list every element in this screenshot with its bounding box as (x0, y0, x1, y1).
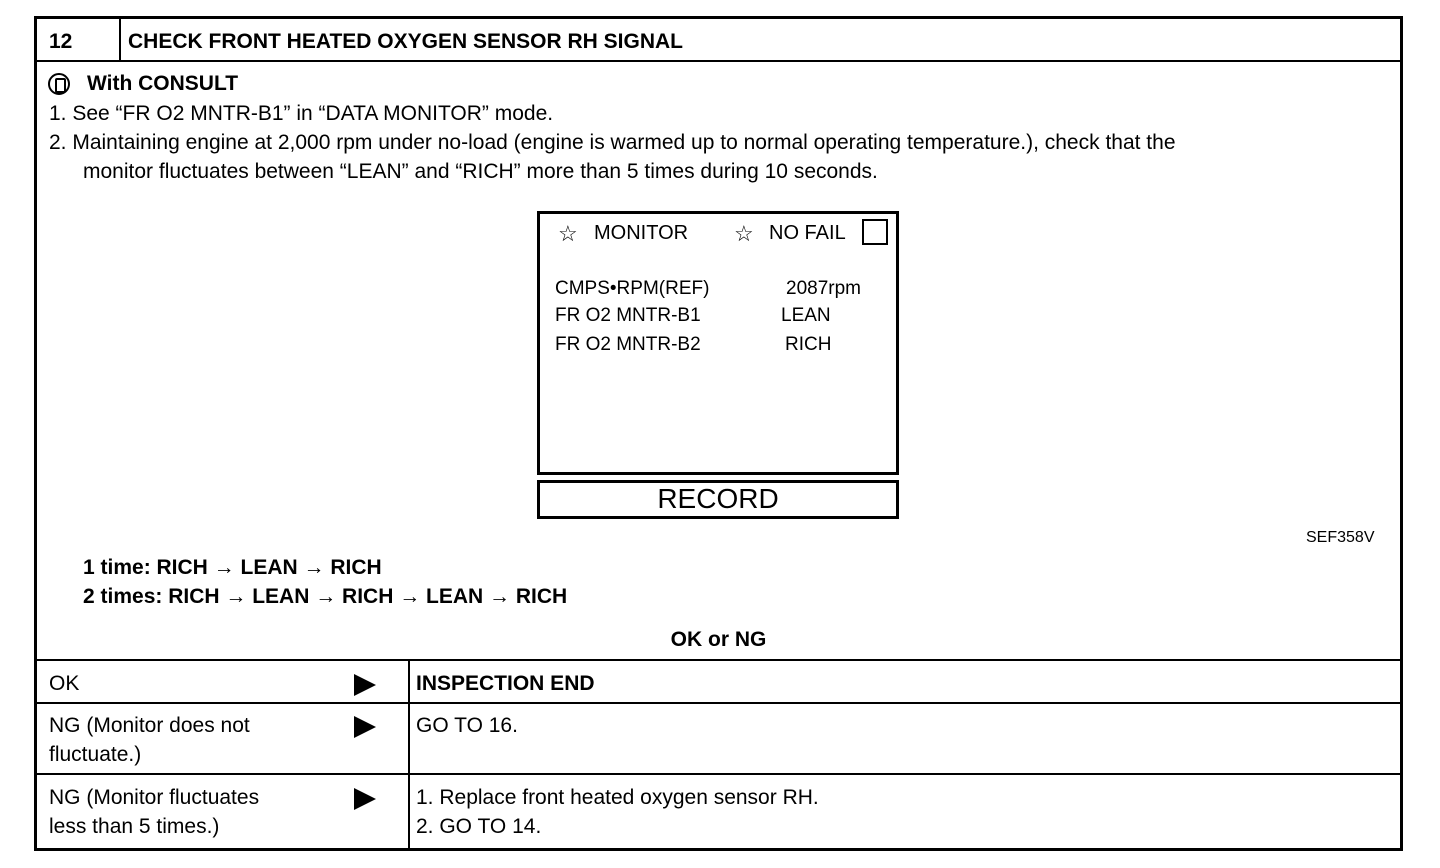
record-label: RECORD (657, 483, 779, 514)
no-fail-checkbox (862, 219, 888, 245)
procedure-step-2-cont: monitor fluctuates between “LEAN” and “RICH” more than 5 times during 10 seconds. (83, 160, 878, 183)
header-bottom-rule (37, 60, 1400, 62)
monitor-item-1: CMPS•RPM(REF) (555, 278, 710, 299)
figure-code: SEF358V (1306, 529, 1375, 546)
result-condition-ok: OK (49, 672, 80, 695)
result-condition-ng-1-cont: fluctuate.) (49, 743, 142, 766)
step-title: CHECK FRONT HEATED OXYGEN SENSOR RH SIGNAL (128, 30, 683, 53)
step-number: 12 (49, 30, 73, 53)
cycle-2-times: 2 times: RICH → LEAN → RICH → LEAN → RICH (83, 585, 568, 608)
results-divider (408, 659, 410, 848)
cycle-1-time: 1 time: RICH → LEAN → RICH (83, 556, 382, 579)
arrow-right-icon (354, 674, 376, 696)
monitor-value-2: LEAN (781, 305, 831, 326)
judgement: OK or NG (670, 628, 767, 651)
star-icon: ☆ (558, 221, 578, 246)
star-icon: ☆ (734, 221, 754, 246)
consult-icon (48, 73, 70, 95)
result-condition-ng-1: NG (Monitor does not (49, 714, 250, 737)
monitor-item-3: FR O2 MNTR-B2 (555, 334, 701, 355)
monitor-value-3: RICH (785, 334, 832, 355)
results-top-rule (37, 659, 1400, 661)
header-divider (119, 19, 121, 60)
result-condition-ng-2: NG (Monitor fluctuates (49, 786, 260, 809)
result-action-ng-2-step-2: 2. GO TO 14. (416, 815, 542, 838)
mode-label: With CONSULT (87, 72, 239, 95)
result-action-ng-1: GO TO 16. (416, 714, 518, 737)
monitor-label: MONITOR (594, 222, 689, 244)
procedure-step-1: 1. See “FR O2 MNTR-B1” in “DATA MONITOR” mode. (49, 102, 554, 125)
result-condition-ng-2-cont: less than 5 times.) (49, 815, 220, 838)
arrow-right-icon (354, 788, 376, 810)
procedure-step-2: 2. Maintaining engine at 2,000 rpm under no-load (engine is warmed up to normal operating temperature.), check that the (49, 131, 1176, 154)
result-action-ng-2-step-1: 1. Replace front heated oxygen sensor RH. (416, 786, 819, 809)
results-row-rule (37, 773, 1400, 775)
results-row-rule (37, 702, 1400, 704)
monitor-item-2: FR O2 MNTR-B1 (555, 305, 701, 326)
no-fail-label: NO FAIL (769, 222, 846, 244)
arrow-right-icon (354, 716, 376, 738)
result-action-ok: INSPECTION END (416, 672, 595, 695)
monitor-value-1: 2087rpm (786, 278, 861, 299)
